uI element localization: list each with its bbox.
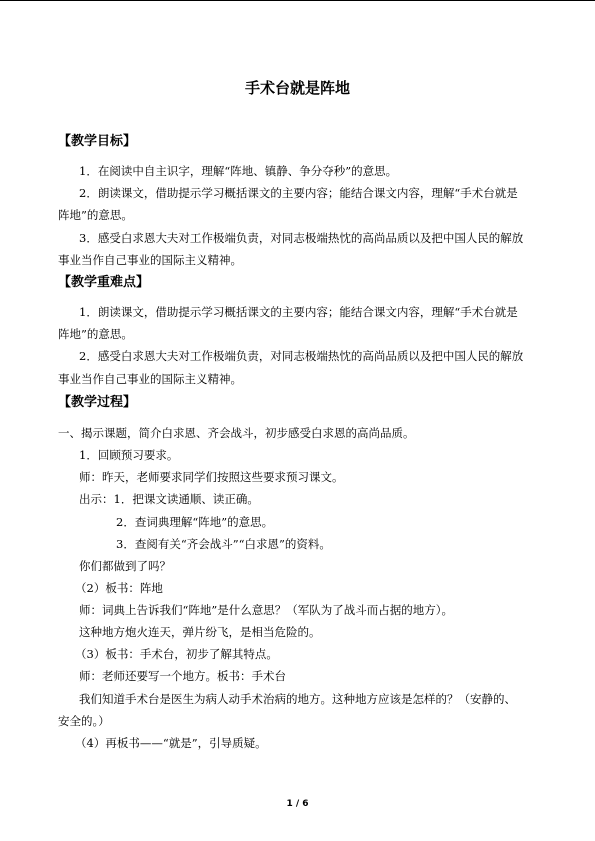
goals-line: 阵地”的意思。 — [58, 208, 133, 222]
process-line: 这种地方炮火连天，弹片纷飞，是相当危险的。 — [79, 625, 321, 639]
process-line: 1．回顾预习要求。 — [79, 448, 179, 462]
process-line: 2．查词典理解“阵地”的意思。 — [116, 515, 274, 529]
section-heading-process: 【教学过程】 — [58, 395, 137, 410]
section-heading-goals: 【教学目标】 — [58, 134, 137, 149]
key-points-line: 1．朗读课文，借助提示学习概括课文的主要内容；能结合课文内容，理解“手术台就是 — [79, 305, 518, 319]
process-line: 我们知道手术台是医生为病人动手术治病的地方。这种地方应该是怎样的？（安静的、 — [79, 692, 516, 706]
process-line: 3．查阅有关“齐会战斗”“白求恩”的资料。 — [116, 537, 331, 551]
section-heading-key-points: 【教学重难点】 — [58, 275, 150, 290]
key-points-line: 事业当作自己事业的国际主义精神。 — [58, 372, 242, 386]
page-title: 手术台就是阵地 — [244, 79, 350, 97]
process-line: （3）板书：手术台，初步了解其特点。 — [75, 647, 278, 661]
key-points-line: 阵地”的意思。 — [58, 327, 133, 341]
key-points-line: 2．感受白求恩大夫对工作极端负责，对同志极端热忱的高尚品质以及把中国人民的解放 — [79, 349, 524, 363]
process-line: 你们都做到了吗？ — [79, 559, 171, 573]
page-number: 1 / 6 — [286, 799, 309, 809]
goals-line: 1．在阅读中自主识字，理解“阵地、镇静、争分夺秒”的意思。 — [79, 164, 398, 178]
process-line: 师：词典上告诉我们“阵地”是什么意思？（军队为了战斗而占据的地方）。 — [79, 603, 454, 617]
goals-line: 事业当作自己事业的国际主义精神。 — [58, 253, 242, 267]
goals-line: 2．朗读课文，借助提示学习概括课文的主要内容；能结合课文内容，理解“手术台就是 — [79, 186, 518, 200]
process-line: 师：昨天，老师要求同学们按照这些要求预习课文。 — [79, 470, 344, 484]
goals-line: 3．感受白求恩大夫对工作极端负责，对同志极端热忱的高尚品质以及把中国人民的解放 — [79, 231, 524, 245]
process-line: 出示：1．把课文读通顺、读正确。 — [79, 492, 259, 506]
process-line: （2）板书：阵地 — [75, 581, 163, 595]
process-line: 师：老师还要写一个地方。板书：手术台 — [79, 669, 286, 683]
process-line: 安全的。） — [58, 714, 110, 728]
process-line: 一、揭示课题，简介白求恩、齐会战斗，初步感受白求恩的高尚品质。 — [58, 426, 415, 440]
top-border-line — [0, 0, 595, 1]
process-line: （4）再板书——“就是”，引导质疑。 — [75, 736, 267, 750]
